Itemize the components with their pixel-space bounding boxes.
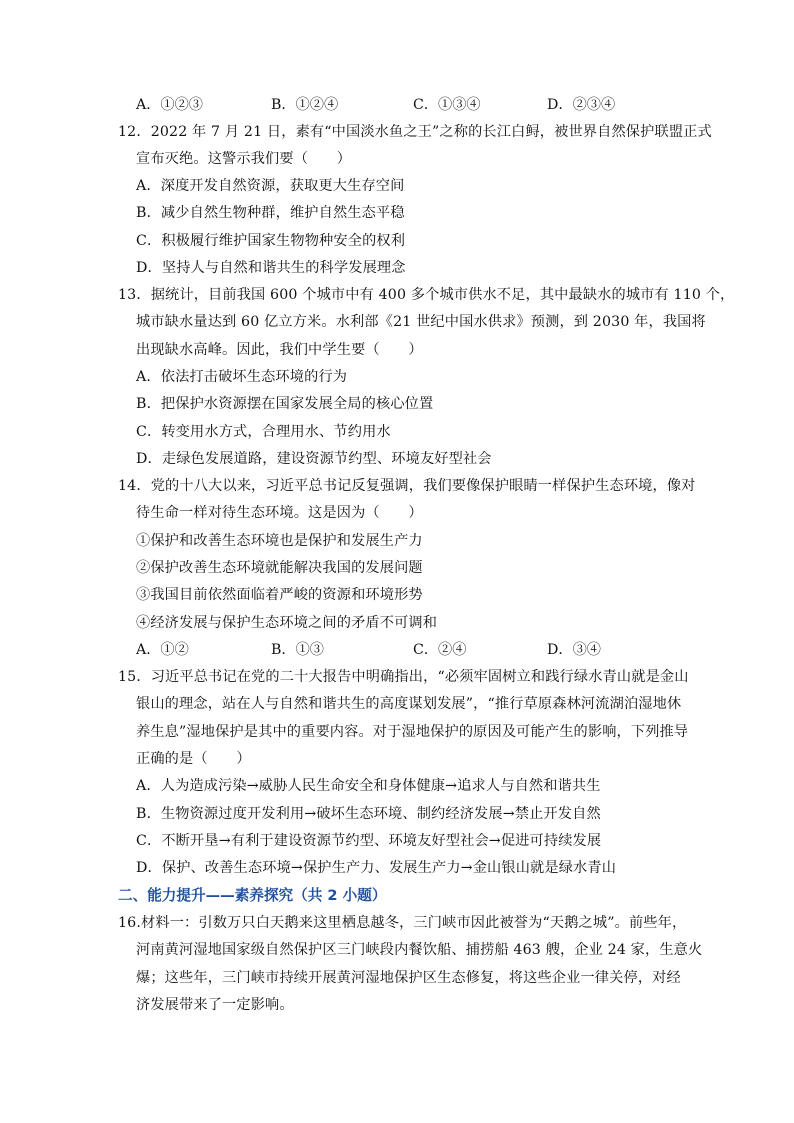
q14-statement-1: ①保护和改善生态环境也是保护和发展生产力 — [136, 533, 423, 549]
q16-material-line-4: 济发展带来了一定影响。 — [136, 997, 294, 1013]
q15-stem-line-1: 15．习近平总书记在党的二十大报告中明确指出，“必须牢固树立和践行绿水青山就是金山 — [118, 669, 689, 685]
q15-option-b: B．生物资源过度开发利用→破坏生态环境、制约经济发展→禁止开发自然 — [136, 806, 601, 822]
q11-option-c: C．①③④ — [413, 97, 481, 113]
q15-stem-line-3: 养生息”湿地保护是其中的重要内容。对于湿地保护的原因及可能产生的影响，下列推导 — [136, 724, 689, 740]
q11-option-b: B．①②④ — [271, 97, 339, 113]
section-heading: 二、能力提升——素养探究（共 2 小题） — [118, 887, 387, 904]
q14-option-a: A．①② — [136, 642, 189, 658]
q14-option-c: C．②④ — [413, 642, 467, 658]
q13-stem-line-2: 城市缺水量达到 60 亿立方米。水利部《21 世纪中国水供求》预测，到 2030 年，我国将 — [136, 314, 706, 330]
q16-material-line-3: 爆；这些年，三门峡市持续开展黄河湿地保护区生态修复，将这些企业一律关停，对经 — [136, 970, 681, 986]
q13-option-b: B．把保护水资源摆在国家发展全局的核心位置 — [136, 396, 434, 412]
q11-option-a: A．①②③ — [136, 97, 203, 113]
q12-option-a: A．深度开发自然资源，获取更大生存空间 — [136, 178, 405, 194]
q14-statement-4: ④经济发展与保护生态环境之间的矛盾不可调和 — [136, 615, 438, 631]
q14-stem-line-1: 14．党的十八大以来，习近平总书记反复强调，我们要像保护眼睛一样保护生态环境，像对 — [118, 478, 696, 494]
q16-material-line-1: 16.材料一：引数万只白天鹅来这里栖息越冬，三门峡市因此被誉为“天鹅之城”。前些年， — [118, 915, 687, 931]
q14-stem-line-2: 待生命一样对待生态环境。这是因为（ ） — [136, 505, 423, 521]
q14-option-d: D．③④ — [547, 642, 601, 658]
q13-stem-line-3: 出现缺水高峰。因此，我们中学生要（ ） — [136, 342, 423, 358]
q11-option-d: D．②③④ — [547, 97, 616, 113]
q12-option-b: B．减少自然生物种群，维护自然生态平稳 — [136, 205, 405, 221]
q12-option-c: C．积极履行维护国家生物物种安全的权利 — [136, 233, 406, 249]
q16-material-line-2: 河南黄河湿地国家级自然保护区三门峡段内餐饮船、捕捞船 463 艘，企业 24 家，生意火 — [136, 942, 703, 958]
q15-stem-line-2: 银山的理念，站在人与自然和谐共生的高度谋划发展”，“推行草原森林河流湖泊湿地休 — [136, 696, 682, 712]
q13-option-c: C．转变用水方式，合理用水、节约用水 — [136, 424, 391, 440]
q13-option-d: D．走绿色发展道路，建设资源节约型、环境友好型社会 — [136, 451, 492, 467]
q15-option-a: A．人为造成污染→威胁人民生命安全和身体健康→追求人与自然和谐共生 — [136, 778, 601, 794]
q15-option-c: C．不断开垦→有利于建设资源节约型、环境友好型社会→促进可持续发展 — [136, 833, 602, 849]
q15-stem-line-4: 正确的是（ ） — [136, 751, 251, 767]
q15-option-d: D．保护、改善生态环境→保护生产力、发展生产力→金山银山就是绿水青山 — [136, 860, 617, 876]
q12-stem-line-1: 12．2022 年 7 月 21 日，素有“中国淡水鱼之王”之称的长江白鲟，被世界自然保护联盟正式 — [118, 124, 712, 140]
q14-statement-3: ③我国目前依然面临着严峻的资源和环境形势 — [136, 587, 423, 603]
q14-statement-2: ②保护改善生态环境就能解决我国的发展问题 — [136, 560, 423, 576]
q13-stem-line-1: 13．据统计，目前我国 600 个城市中有 400 多个城市供水不足，其中最缺水的城市有 110 个， — [118, 287, 735, 303]
q12-stem-line-2: 宣布灭绝。这警示我们要（ ） — [136, 151, 352, 167]
q12-option-d: D．坚持人与自然和谐共生的科学发展理念 — [136, 260, 406, 276]
q14-option-b: B．①③ — [271, 642, 324, 658]
q13-option-a: A．依法打击破坏生态环境的行为 — [136, 369, 348, 385]
